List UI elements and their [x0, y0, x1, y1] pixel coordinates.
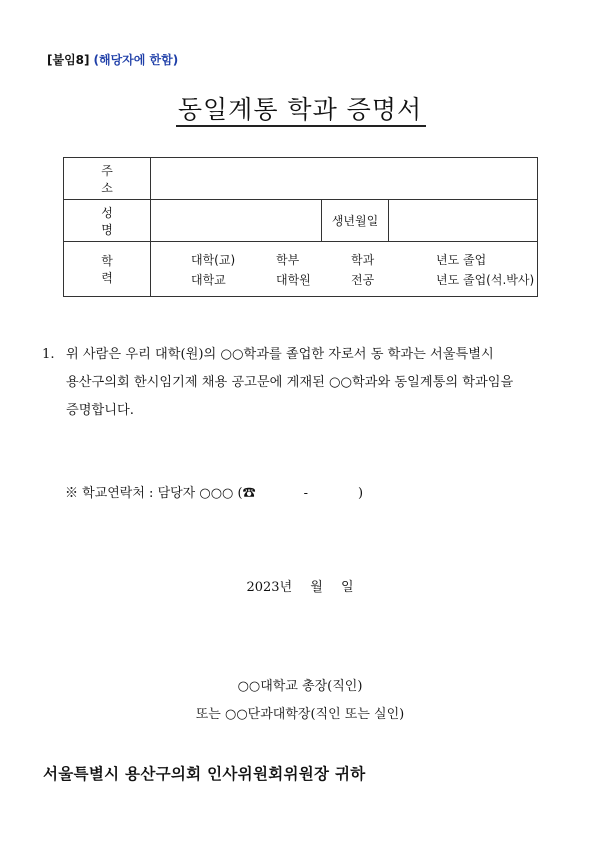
education-label: 학 력: [64, 242, 151, 297]
name-field[interactable]: [151, 200, 322, 242]
certification-paragraph: [42, 341, 562, 425]
attachment-number: [붙임8]: [47, 53, 90, 67]
birth-field[interactable]: [389, 200, 538, 242]
paragraph-number: 1.: [42, 347, 55, 362]
edu-graduation-year: 년도 졸업: [436, 253, 487, 267]
paragraph-line-3: 증명합니다.: [66, 403, 134, 418]
edu-university: 대학교: [191, 273, 226, 287]
contact-close: ): [358, 486, 364, 501]
addressee: 서울특별시 용산구의회 인사위원회위원장 귀하: [43, 764, 366, 783]
edu-faculty: 학부: [276, 253, 300, 267]
attachment-note: (해당자에 한함): [93, 53, 179, 67]
paragraph-line-1: 위 사람은 우리 대학(원)의 ○○학과를 졸업한 자로서 동 학과는 서울특별시: [66, 347, 494, 362]
edu-university-type: 대학(교): [191, 253, 236, 267]
title-underline: [176, 125, 426, 127]
school-contact: [65, 482, 363, 501]
education-row: [64, 242, 538, 297]
signature-dean: 또는 ○○단과대학장(직인 또는 실인): [195, 707, 405, 722]
edu-graduate-year: 년도 졸업(석.박사): [436, 273, 535, 287]
address-row: [64, 158, 538, 200]
name-label: 성 명: [64, 200, 151, 242]
edu-major: 전공: [351, 273, 375, 287]
contact-dash: -: [303, 486, 309, 501]
attachment-label: [47, 51, 178, 68]
education-field: [151, 242, 538, 297]
address-field[interactable]: [151, 158, 538, 200]
applicant-info-table: [63, 157, 538, 297]
birth-label: 생년월일: [322, 200, 389, 242]
contact-text: ※ 학교연락처 : 담당자 ○○○ (☎: [65, 486, 256, 501]
address-label: 주 소: [64, 158, 151, 200]
edu-department: 학과: [351, 253, 375, 267]
edu-graduate-school: 대학원: [276, 273, 311, 287]
paragraph-line-2: 용산구의회 한시임기제 채용 공고문에 게재된 ○○학과와 동일계통의 학과임을: [66, 375, 514, 390]
signature-president: ○○대학교 총장(직인): [237, 679, 363, 694]
issue-date: 2023년 월 일: [246, 580, 354, 595]
name-row: [64, 200, 538, 242]
document-title: 동일계통 학과 증명서: [177, 95, 423, 124]
